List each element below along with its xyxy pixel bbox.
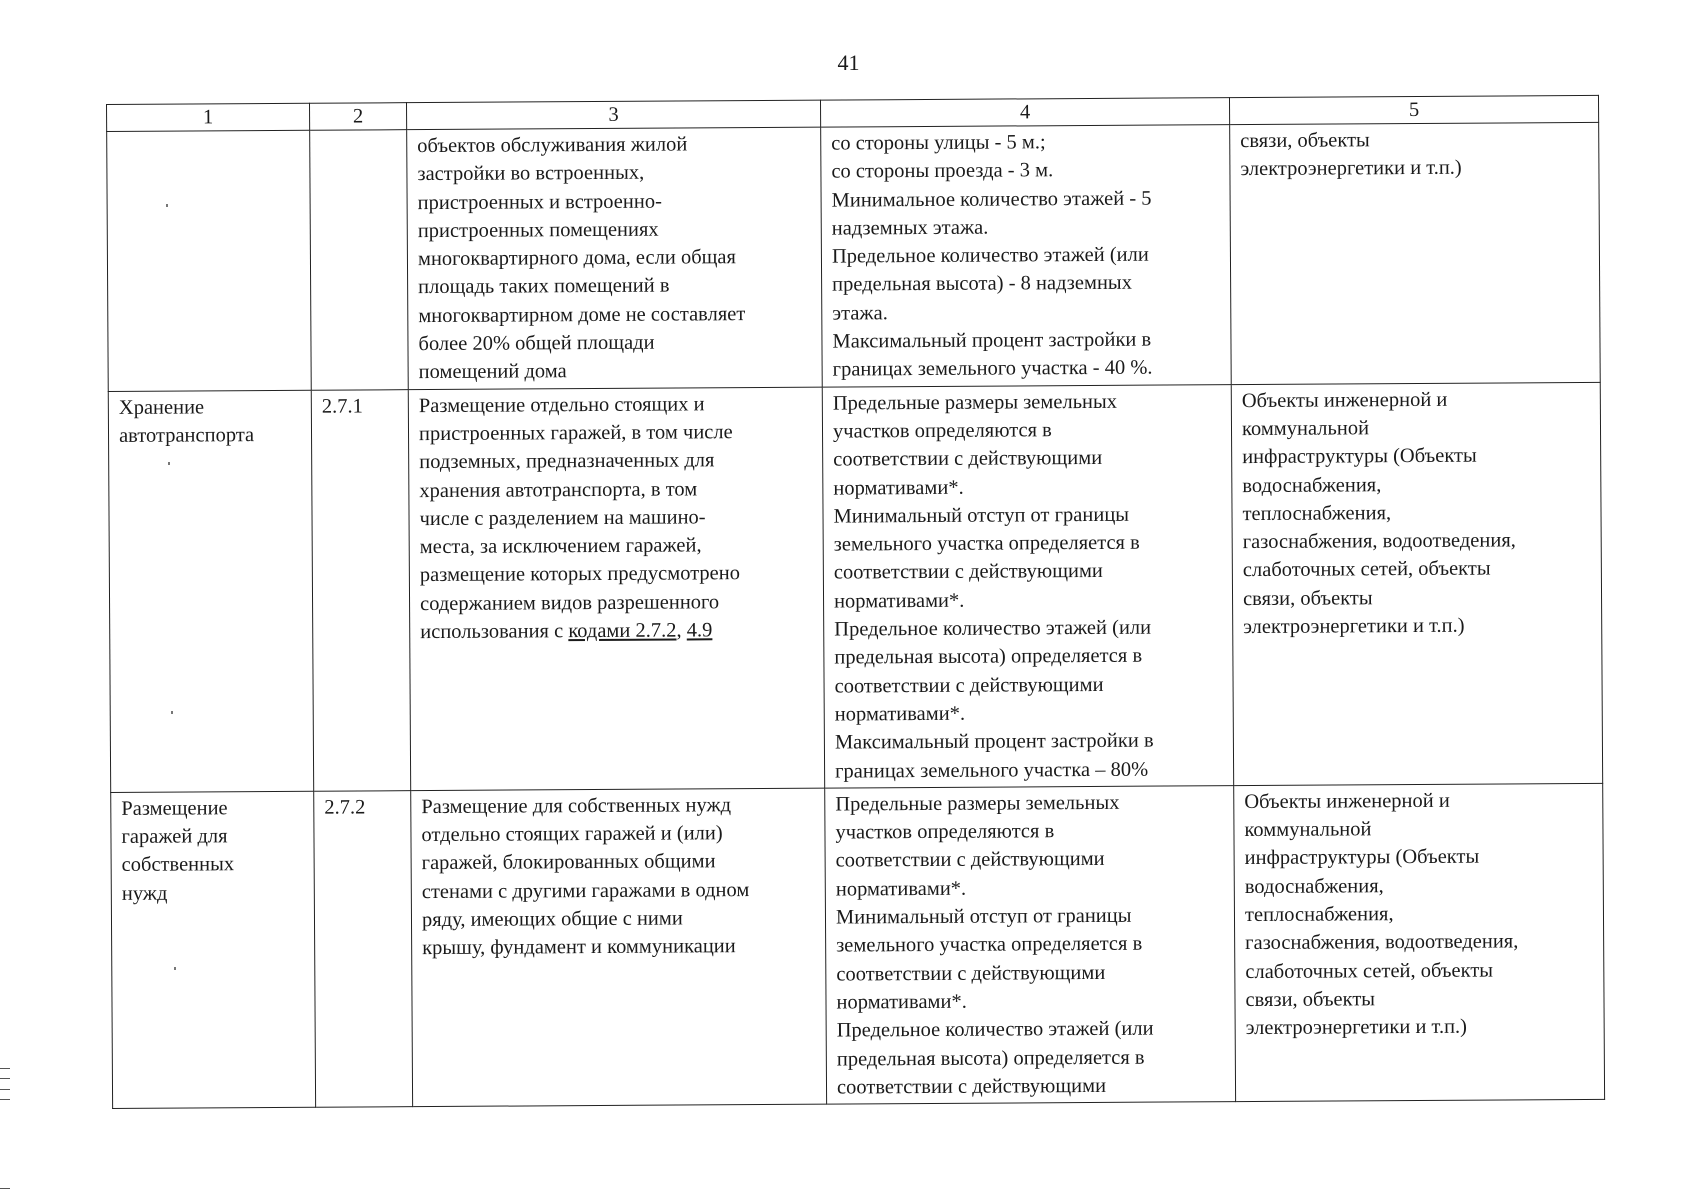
text-line: соответствии с действующими (834, 673, 1104, 698)
text-line: автотранспорта (118, 424, 255, 447)
text-line: нормативами*. (833, 589, 965, 613)
text-line: предельная высота) - 8 надземных (832, 272, 1132, 297)
description-cell (407, 127, 823, 389)
text-line: содержанием видов разрешенного (419, 591, 720, 615)
text-line: гаражей для (121, 825, 228, 849)
text-line: земельного участка определяется в (836, 932, 1143, 957)
text-line: этажа. (832, 302, 888, 325)
text-line: соответствии с действующими (835, 848, 1105, 872)
table-row (108, 382, 1602, 792)
text-line: подземных, предназначенных для (419, 449, 715, 474)
text-line: пристроенных и встроенно- (417, 190, 662, 214)
text-line: Предельные размеры земельных (832, 390, 1118, 415)
column-header-4: 4 (820, 98, 1229, 127)
text-line: коммунальной (1241, 417, 1370, 441)
text-line: Размещение для собственных нужд (421, 794, 732, 818)
scan-speck (168, 462, 170, 465)
text-line: числе с разделением на машино- (419, 506, 706, 530)
column-header-2: 2 (309, 103, 406, 131)
text-line: водоснабжения, (1244, 874, 1384, 898)
scan-margin-dash (0, 1188, 10, 1189)
description-last-line (420, 616, 815, 647)
parameters-cell (821, 125, 1232, 387)
text-line: помещений дома (418, 360, 567, 384)
description-lines (419, 389, 815, 618)
column-header-5: 5 (1229, 95, 1598, 124)
description-cell (411, 788, 827, 1107)
text-line: Объекты инженерной и (1241, 388, 1448, 412)
code-link-2-7-2[interactable]: кодами 2.7.2 (568, 619, 677, 643)
text-line: Предельное количество этажей (или (836, 1017, 1154, 1042)
text-line: участков определяются в (835, 820, 1055, 844)
text-line: соответствии с действующими (836, 1074, 1107, 1099)
auxiliary-uses-cell (1234, 783, 1605, 1102)
text-line: Размещение (121, 797, 228, 820)
use-name-cell (108, 390, 313, 792)
text-line: со стороны проезда - 3 м. (831, 159, 1054, 183)
page-number: 41 (837, 50, 860, 75)
text-line: газоснабжения, водоотведения, (1242, 529, 1516, 554)
parameters-cell (825, 785, 1236, 1104)
text-line: собственных (121, 853, 235, 877)
column-header-3: 3 (406, 100, 820, 130)
text-line: Предельное количество этажей (или (831, 243, 1149, 268)
text-line: электроэнергетики и т.п.) (1245, 1015, 1468, 1040)
description-cell (408, 387, 824, 791)
auxiliary-uses-cell (1230, 122, 1601, 384)
text-line: связи, объекты (1245, 988, 1376, 1011)
text-line: Размещение отдельно стоящих и (418, 393, 705, 417)
text-line: пристроенных гаражей, в том числе (418, 421, 733, 446)
text-line: стенами с другими гаражами в одном (421, 878, 750, 903)
text-line: площадь таких помещений в (418, 275, 670, 299)
text-line: Минимальный отступ от границы (833, 503, 1130, 528)
scan-speck (171, 711, 173, 714)
text-line: Предельное количество этажей (или (834, 616, 1152, 641)
scan-margin-marks (0, 1068, 10, 1100)
text-line: соответствии с действующими (833, 560, 1103, 585)
text-line: Максимальный процент застройки в (832, 328, 1152, 353)
code-link-4-9[interactable]: 4.9 (686, 619, 713, 642)
text-line: Объекты инженерной и (1244, 789, 1450, 813)
parameters-cell (822, 384, 1233, 788)
text-line: надземных этажа. (831, 216, 989, 240)
text-line: теплоснабжения, (1244, 903, 1394, 927)
use-code-cell (310, 130, 409, 390)
text-line: отдельно стоящих гаражей и (или) (421, 822, 723, 847)
text-line: границах земельного участка – 80% (835, 758, 1149, 783)
text-line: нужд (121, 882, 168, 905)
text-line: соответствии с действующими (836, 961, 1106, 986)
use-code-cell: 2.7.1 (311, 389, 410, 791)
text-line: предельная высота) определяется в (836, 1046, 1145, 1071)
text-line: застройки во встроенных, (417, 162, 645, 186)
table-row (111, 783, 1605, 1108)
text-line: объектов обслуживания жилой (417, 133, 688, 158)
text-line: предельная высота) определяется в (834, 645, 1143, 669)
use-name-cell (111, 791, 316, 1108)
text-line: ряду, имеющих общие с ними (421, 907, 683, 932)
table-row (107, 122, 1601, 391)
text-line: места, за исключением гаражей, (419, 534, 702, 559)
text-line: слаботочных сетей, объекты (1242, 558, 1491, 582)
scan-speck (166, 204, 168, 207)
text-line: крышу, фундамент и коммуникации (422, 935, 736, 960)
link-separator: , (676, 619, 687, 642)
text-line: слаботочных сетей, объекты (1245, 959, 1494, 983)
auxiliary-uses-cell (1231, 382, 1602, 785)
text-line: Минимальное количество этажей - 5 (831, 187, 1152, 212)
text-line: водоснабжения, (1242, 473, 1382, 497)
text-line: участков определяются в (832, 419, 1052, 443)
text-line: многоквартирном доме не составляет (418, 302, 746, 327)
text-line: инфраструктуры (Объекты (1242, 444, 1477, 469)
text-line: Максимальный процент застройки в (834, 729, 1154, 754)
text-line: Хранение (118, 396, 205, 419)
text-line: теплоснабжения, (1242, 502, 1392, 525)
text-line: Минимальный отступ от границы (835, 904, 1132, 929)
text-line: со стороны улицы - 5 м.; (831, 131, 1046, 155)
text-line: связи, объекты (1240, 129, 1370, 153)
text-line: пристроенных помещениях (417, 218, 659, 242)
text-line: гаражей, блокированных общими (421, 850, 716, 875)
text-line: газоснабжения, водоотведения, (1245, 930, 1519, 955)
text-line: Предельные размеры земельных (835, 791, 1120, 816)
text-line: нормативами*. (833, 476, 964, 500)
text-line: более 20% общей площади (418, 331, 655, 356)
text-line: границах земельного участка - 40 %. (832, 356, 1153, 381)
use-code-cell: 2.7.2 (314, 790, 413, 1107)
regulations-table (106, 95, 1605, 1109)
text-line: многоквартирного дома, если общая (417, 246, 736, 271)
text-line: нормативами*. (835, 877, 967, 901)
text-line: нормативами*. (836, 990, 967, 1014)
text-line: хранения автотранспорта, в том (419, 477, 698, 502)
text-line: инфраструктуры (Объекты (1244, 846, 1480, 870)
text-line: земельного участка определяется в (833, 531, 1140, 556)
use-name-cell (107, 130, 312, 391)
text-line: размещение которых предусмотрено (419, 562, 741, 587)
text-line: коммунальной (1244, 818, 1372, 842)
text-line: электроэнергетики и т.п.) (1240, 157, 1462, 181)
column-header-1: 1 (107, 103, 310, 131)
description-text: использования с (420, 620, 569, 644)
text-line: электроэнергетики и т.п.) (1243, 614, 1465, 639)
scan-speck (174, 967, 176, 970)
text-line: соответствии с действующими (833, 447, 1103, 471)
text-line: связи, объекты (1242, 587, 1373, 610)
text-line: нормативами*. (834, 702, 966, 726)
